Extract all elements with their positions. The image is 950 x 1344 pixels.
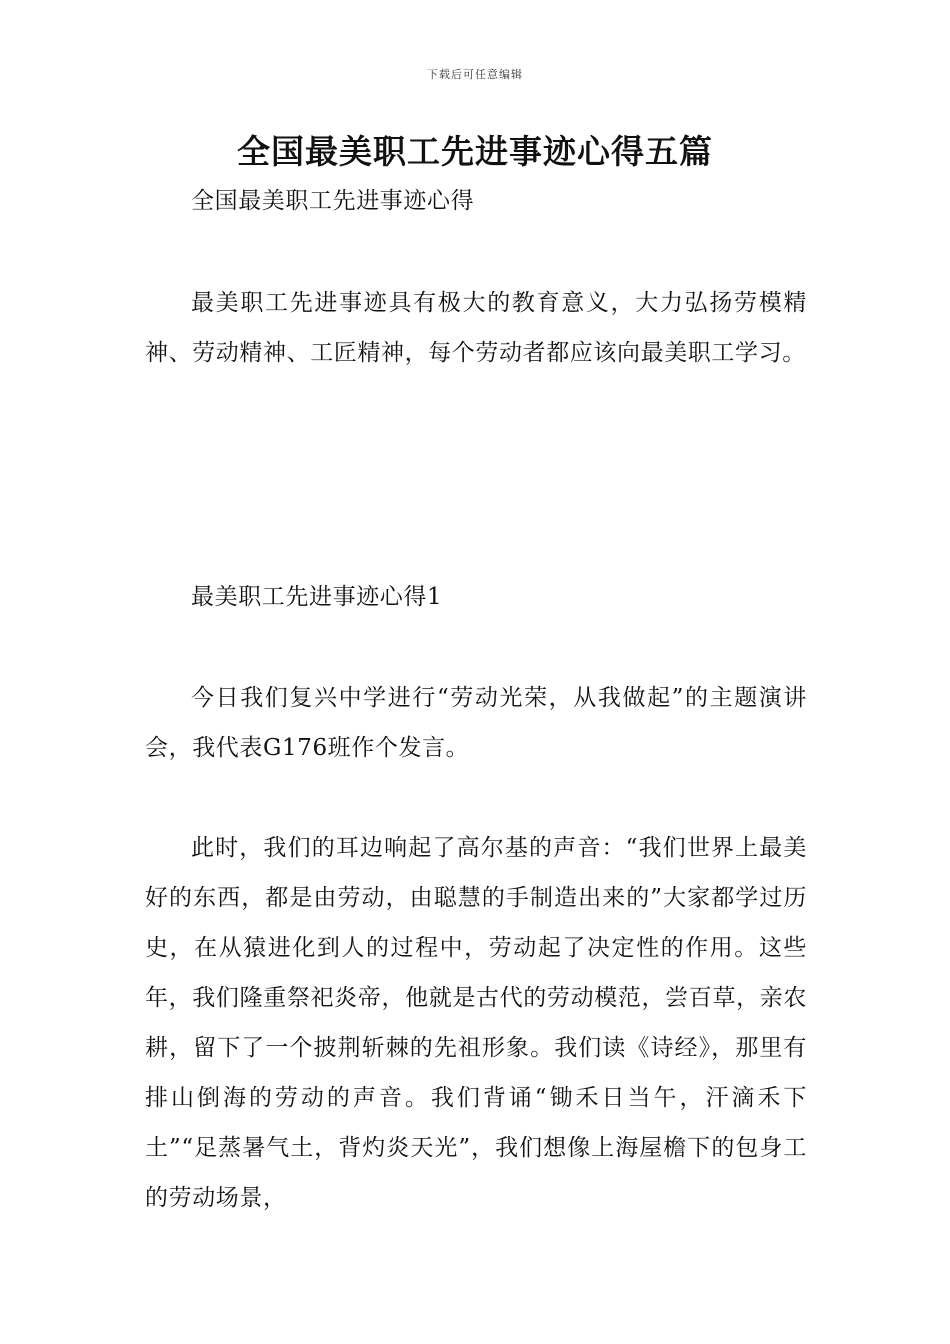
paragraph-speech-body: 此时，我们的耳边响起了高尔基的声音：“我们世界上最美好的东西，都是由劳动，由聪慧的手制造出来的”大家都学过历史，在从猿进化到人的过程中，劳动起了决定性的作用。这些年，我们隆重祭祀炎帝，他就是古代的劳动模范，尝百草，亲农耕，留下了一个披荆斩棘的先祖形象。我们读《诗经》，那里有排山倒海的劳动的声音。我们背诵“锄禾日当午，汗滴禾下土”“足蒸暑气土，背灼炎天光”，我们想像上海屋檐下的包身工的劳动场景， (145, 835, 807, 1211)
paragraph-speech-intro: 今日我们复兴中学进行“劳动光荣，从我做起”的主题演讲会，我代表G176班作个发言。 (145, 685, 807, 761)
paragraph-intro: 最美职工先进事迹具有极大的教育意义，大力弘扬劳模精神、劳动精神、工匠精神，每个劳动者都应该向最美职工学习。 (145, 290, 807, 366)
header-note: 下载后可任意编辑 (427, 68, 523, 81)
document-subtitle: 全国最美职工先进事迹心得 (191, 188, 475, 214)
section-heading-1: 最美职工先进事迹心得1 (191, 584, 443, 610)
document-title: 全国最美职工先进事迹心得五篇 (237, 132, 713, 171)
